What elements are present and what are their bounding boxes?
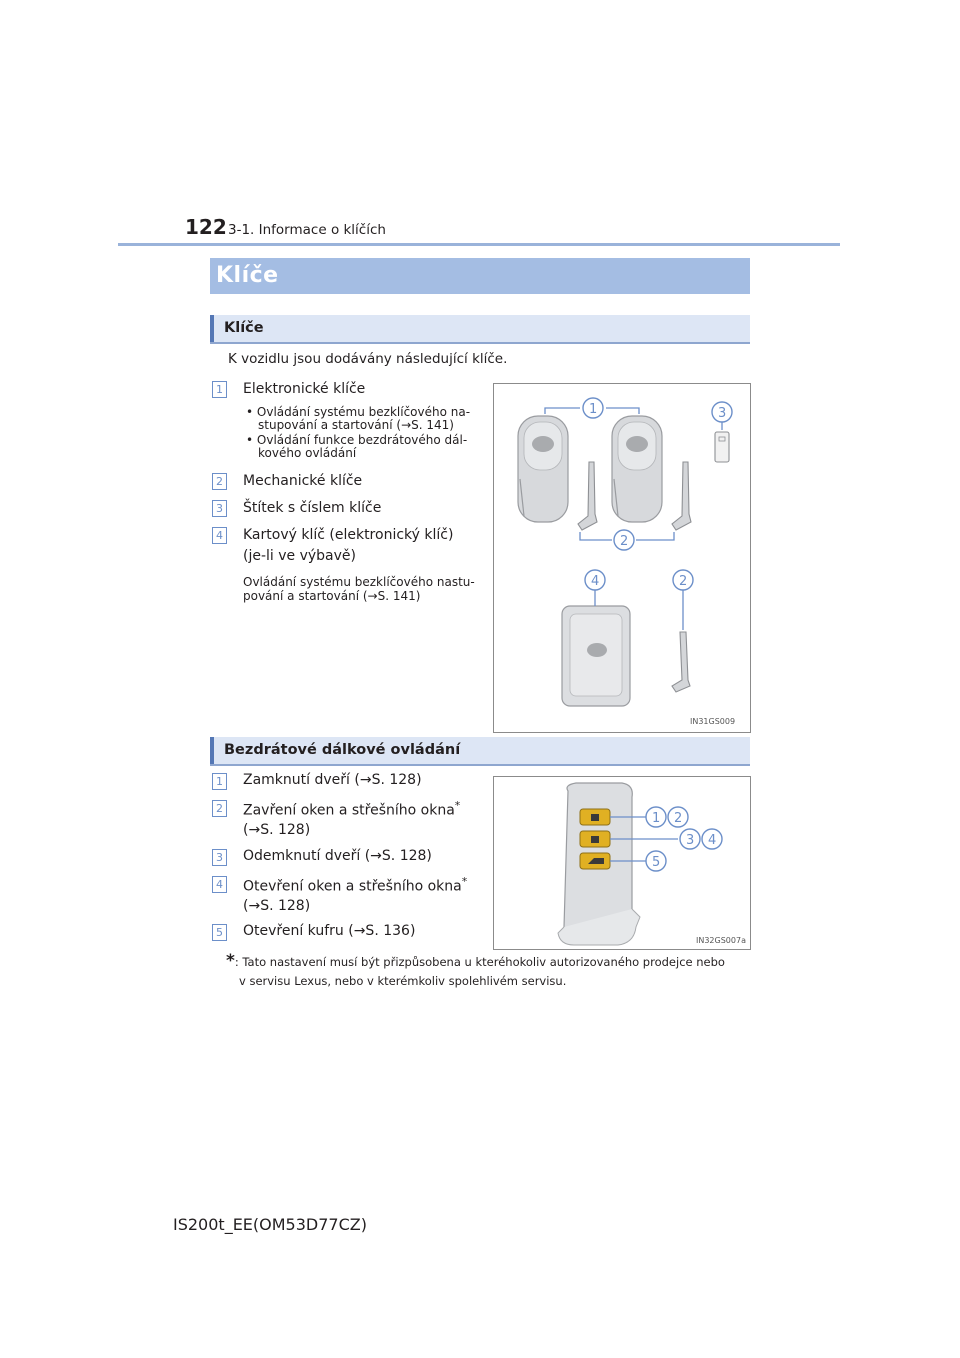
item-number: 4 [212,876,227,893]
keys-section-header [210,315,750,344]
svg-text:2: 2 [620,534,629,549]
asterisk-mark: * [454,799,461,812]
remote-item-lock: Zamknutí dveří (→S. 128) [243,772,422,788]
remote-section-header [210,737,750,766]
item-number: 1 [212,773,227,790]
keys-section-title: Klíče [224,320,264,336]
key-number-plate-icon [715,432,729,462]
asterisk-mark: * [461,875,468,888]
remote-illustration [494,777,750,949]
svg-text:1: 1 [652,811,661,826]
remote-item-open-windows [243,875,467,895]
section-heading: 3-1. Informace o klíčích [228,222,386,238]
item-number: 2 [212,473,227,490]
lock-button-icon [580,809,610,825]
svg-text:3: 3 [686,833,695,848]
footnote-line1 [226,952,750,972]
card-note-line2: pování a startování (→S. 141) [243,589,421,603]
mechanical-key-icon [672,462,691,530]
remote-item-open-windows-label: Otevření oken a střešního okna [243,878,462,895]
remote-section-title: Bezdrátové dálkové ovládání [224,742,461,758]
item-number: 5 [212,924,227,941]
figure-code: IN32GS007a [696,936,746,945]
card-mechanical-key-icon [672,632,690,692]
remote-item-trunk: Otevření kufru (→S. 136) [243,923,416,939]
section-accent [210,315,214,342]
footnote-text: : Tato nastavení musí být přizpůsobena u kteréhokoliv autorizovaného prodejce nebo [234,955,725,969]
item-number: 1 [212,381,227,398]
section-accent [210,737,214,764]
card-key-icon [562,606,630,706]
page-title: Klíče [216,263,279,288]
item-number: 3 [212,500,227,517]
page-number: 122 [185,215,227,239]
remote-item-open-windows-ref: (→S. 128) [243,898,311,914]
keys-intro: K vozidlu jsou dodávány následující klíče. [228,351,508,367]
header-rule [118,243,840,246]
keys-illustration [494,384,750,732]
svg-text:2: 2 [674,811,683,826]
svg-text:4: 4 [591,574,600,589]
item-number: 2 [212,800,227,817]
bullet-keyless-line1: • Ovládání systému bezklíčového na- [246,405,471,419]
key-item-number-plate: Štítek s číslem klíče [243,500,382,516]
svg-text:3: 3 [718,406,727,421]
card-note-line1: Ovládání systému bezklíčového nastu- [243,575,475,589]
remote-item-close-windows-ref: (→S. 128) [243,822,311,838]
svg-text:2: 2 [679,574,688,589]
key-item-mechanical: Mechanické klíče [243,473,363,489]
remote-item-close-windows-label: Zavření oken a střešního okna [243,802,455,819]
remote-figure [493,776,751,950]
main-title-bar [210,258,750,294]
bullet-remote-line2: kového ovládání [258,446,357,460]
remote-item-unlock: Odemknutí dveří (→S. 128) [243,848,432,864]
svg-text:4: 4 [708,833,717,848]
figure-code: IN31GS009 [690,717,736,726]
footnote [226,952,750,991]
item-number: 3 [212,849,227,866]
svg-text:1: 1 [589,402,598,417]
keys-figure [493,383,751,733]
footer-model: IS200t_EE(OM53D77CZ) [173,1215,367,1234]
mechanical-key-icon [578,462,597,530]
bullet-keyless-line2: stupování a startování (→S. 141) [258,418,454,432]
remote-item-close-windows [243,799,460,819]
key-item-card-note: (je-li ve výbavě) [243,548,356,564]
bullet-remote-line1: • Ovládání funkce bezdrátového dál- [246,433,468,447]
electronic-key-icon [612,416,662,522]
item-number: 4 [212,527,227,544]
electronic-key-icon [518,416,568,522]
key-item-electronic: Elektronické klíče [243,381,366,397]
footnote-asterisk: * [226,951,235,971]
trunk-button-icon [580,853,610,869]
svg-text:5: 5 [652,855,661,870]
footnote-line2: v servisu Lexus, nebo v kterémkoliv spolehlivém servisu. [239,974,567,988]
key-item-card: Kartový klíč (elektronický klíč) [243,527,454,543]
unlock-button-icon [580,831,610,847]
